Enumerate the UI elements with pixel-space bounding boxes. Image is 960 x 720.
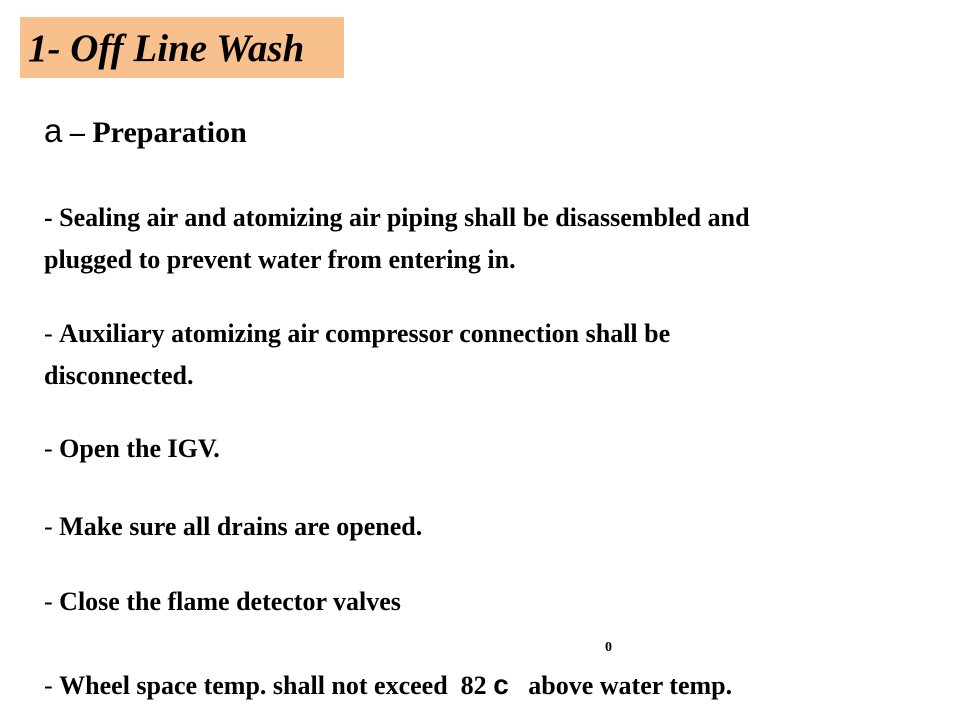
degree-mark: 0 — [605, 640, 612, 655]
slide-title: 1- Off Line Wash — [28, 27, 305, 70]
step-2-line-1: Auxiliary atomizing air compressor connection shall be — [59, 319, 671, 348]
step-4-dash: - — [44, 512, 60, 541]
step-5 — [44, 581, 401, 623]
step-2-dash: - — [44, 319, 60, 348]
step-1 — [44, 197, 750, 281]
step-6 — [44, 664, 732, 707]
step-2-line-2: disconnected. — [44, 361, 194, 390]
step-1-line-2: plugged to prevent water from entering in. — [44, 245, 516, 274]
subtitle-letter: a — [44, 112, 63, 149]
section-subtitle — [44, 112, 247, 152]
step-3 — [44, 428, 220, 470]
step-4-line-1: Make sure all drains are opened. — [59, 512, 423, 541]
step-2 — [44, 313, 670, 397]
step-1-line-1: Sealing air and atomizing air piping shall be disassembled and — [59, 203, 750, 232]
step-6-dash: - — [44, 671, 60, 700]
temperature-unit: c — [493, 669, 509, 700]
step-3-line-1: Open the IGV. — [59, 434, 220, 463]
step-4 — [44, 506, 422, 548]
step-3-dash: - — [44, 434, 60, 463]
subtitle-text: – Preparation — [62, 116, 247, 149]
step-5-dash: - — [44, 587, 60, 616]
step-6-text-after: above water temp. — [508, 671, 733, 700]
step-1-dash: - — [44, 203, 60, 232]
step-5-line-1: Close the flame detector valves — [59, 587, 401, 616]
step-6-text-before: Wheel space temp. shall not exceed 82 — [59, 671, 494, 700]
